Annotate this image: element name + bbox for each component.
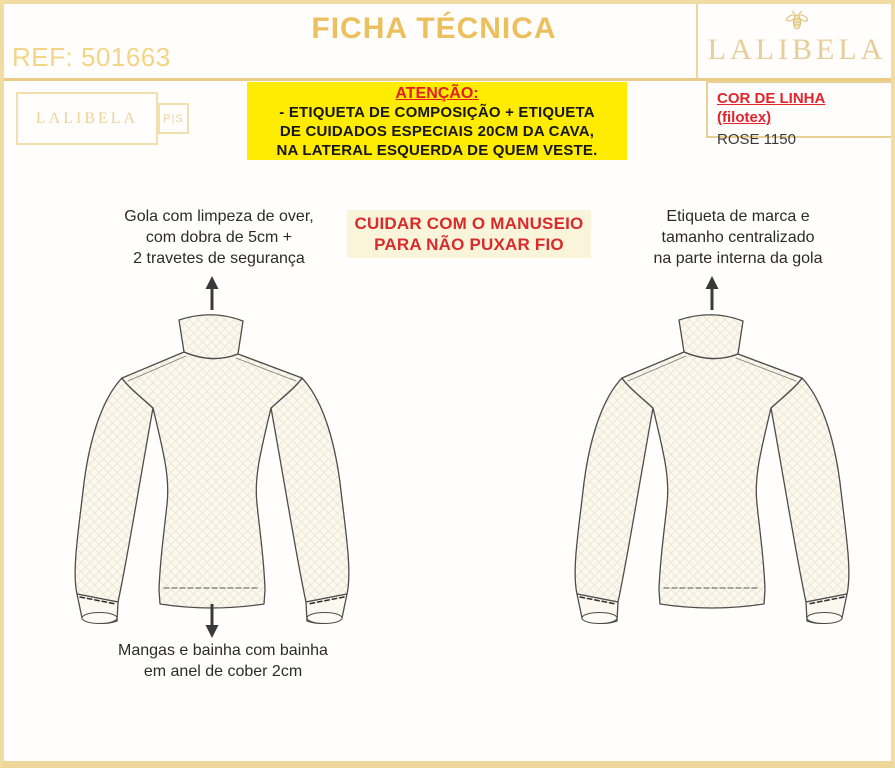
size-tag-box — [158, 103, 189, 134]
brand-label-annotation — [612, 206, 864, 269]
arrow-down-icon — [203, 604, 221, 638]
brand-logo — [704, 8, 890, 68]
thread-color-box — [706, 81, 894, 148]
brand-logo-box — [16, 92, 158, 145]
thread-color-label: COR DE LINHA (filotex) — [717, 90, 826, 126]
bee-icon — [704, 8, 890, 32]
brand-logo-box-label: LALIBELA — [35, 109, 139, 127]
hem-annotation-line: em anel de cober 2cm — [143, 663, 303, 680]
brand-label-annotation-line: na parte interna da gola — [653, 250, 823, 267]
reference-number: REF: 501663 — [12, 42, 171, 72]
collar-annotation — [99, 206, 339, 269]
collar-annotation-line: com dobra de 5cm + — [145, 229, 293, 246]
hem-annotation — [87, 640, 359, 682]
attention-line: NA LATERAL ESQUERDA DE QUEM VESTE. — [276, 142, 598, 159]
arrow-up-icon — [203, 276, 221, 310]
handling-warning-line: CUIDAR COM O MANUSEIO — [354, 214, 584, 233]
attention-line: - ETIQUETA DE COMPOSIÇÃO + ETIQUETA — [279, 104, 595, 121]
thread-color-value: ROSE 1150 — [717, 131, 796, 148]
collar-annotation-line: 2 travetes de segurança — [133, 250, 305, 267]
garment-back-view — [572, 306, 852, 628]
brand-label-annotation-line: Etiqueta de marca e — [666, 208, 810, 225]
arrow-up-icon — [703, 276, 721, 310]
brand-name: LALIBELA — [707, 33, 887, 66]
collar-annotation-line: Gola com limpeza de over, — [124, 208, 314, 225]
attention-title: ATENÇÃO: — [395, 85, 479, 102]
header-vertical-divider — [696, 4, 698, 78]
handling-warning-line: PARA NÃO PUXAR FIO — [374, 235, 564, 254]
size-tag-label: P|S — [163, 112, 184, 125]
garment-front-view — [72, 306, 352, 628]
brand-label-annotation-line: tamanho centralizado — [661, 229, 815, 246]
handling-warning — [336, 210, 602, 258]
page-title: FICHA TÉCNICA — [311, 12, 557, 45]
hem-annotation-line: Mangas e bainha com bainha — [118, 642, 328, 659]
attention-box — [247, 82, 627, 160]
attention-line: DE CUIDADOS ESPECIAIS 20CM DA CAVA, — [279, 123, 595, 140]
